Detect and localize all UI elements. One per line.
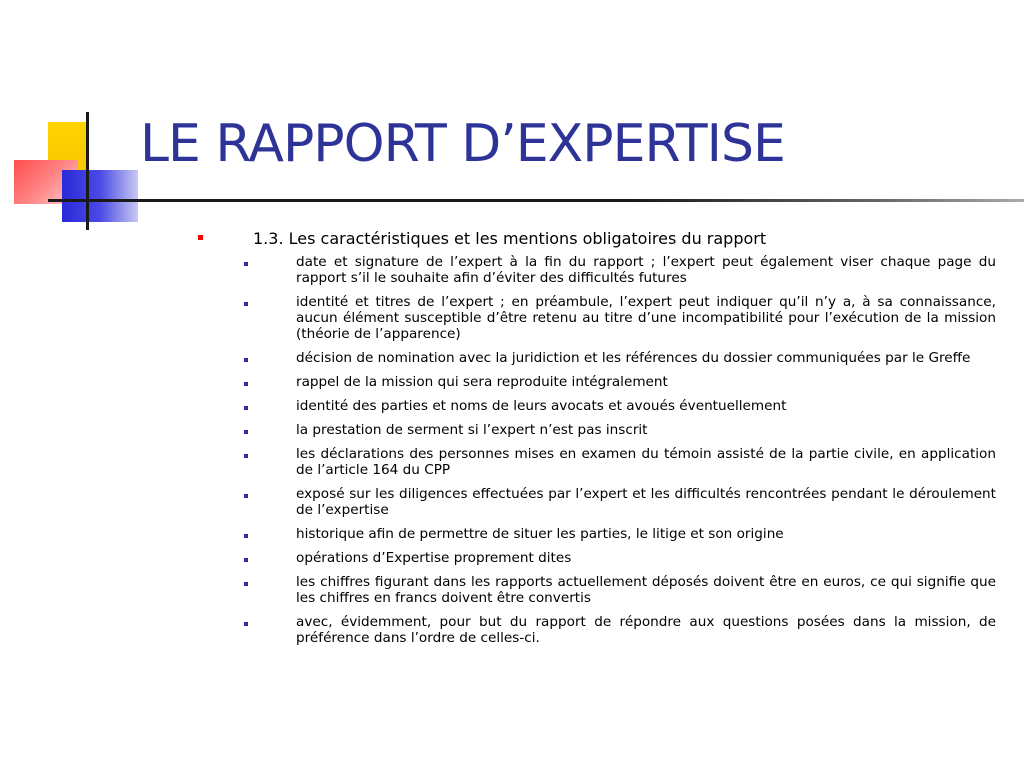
slide-logo-decoration bbox=[0, 0, 140, 230]
blue-square-bullet-icon bbox=[244, 558, 248, 562]
blue-square-bullet-icon bbox=[244, 494, 248, 498]
list-item bbox=[244, 486, 996, 518]
list-item-text: historique afin de permettre de situer les parties, le litige et son origine bbox=[296, 526, 784, 542]
list-item bbox=[244, 550, 996, 566]
list-item bbox=[244, 254, 996, 286]
list-item bbox=[244, 574, 996, 606]
list-item bbox=[244, 294, 996, 342]
blue-square-bullet-icon bbox=[244, 430, 248, 434]
list-item-text: les chiffres figurant dans les rapports actuellement déposés doivent être en euros, ce qui signifie que les chiffres en francs doivent être convertis bbox=[296, 574, 996, 606]
slide-title: LE RAPPORT D’EXPERTISE bbox=[140, 114, 785, 174]
logo-vertical-line bbox=[86, 112, 89, 230]
section-heading: 1.3. Les caractéristiques et les mentions obligatoires du rapport bbox=[253, 229, 767, 248]
blue-square-bullet-icon bbox=[244, 582, 248, 586]
list-item bbox=[244, 422, 996, 438]
list-item bbox=[244, 374, 996, 390]
list-item-text: date et signature de l’expert à la fin du rapport ; l’expert peut également viser chaque page du rapport s’il le souhaite afin d’éviter des difficultés futures bbox=[296, 254, 996, 286]
title-underline bbox=[48, 199, 1024, 202]
list-item-text: identité et titres de l’expert ; en préambule, l’expert peut indiquer qu’il n’y a, à sa connaissance, aucun élément susceptible d’être retenu au titre d’une incompatibilité pour l’exécution de la mission (théorie de l’apparence) bbox=[296, 294, 996, 342]
blue-square-bullet-icon bbox=[244, 622, 248, 626]
logo-blue-square bbox=[62, 170, 138, 222]
list-item-text: identité des parties et noms de leurs avocats et avoués éventuellement bbox=[296, 398, 787, 414]
blue-square-bullet-icon bbox=[244, 262, 248, 266]
list-item-text: la prestation de serment si l’expert n’est pas inscrit bbox=[296, 422, 648, 438]
list-item bbox=[244, 446, 996, 478]
slide-content bbox=[196, 229, 996, 654]
mentions-list bbox=[196, 254, 996, 646]
list-item bbox=[244, 526, 996, 542]
list-item-text: opérations d’Expertise proprement dites bbox=[296, 550, 572, 566]
list-item bbox=[244, 398, 996, 414]
list-item bbox=[244, 350, 996, 366]
list-item bbox=[244, 614, 996, 646]
blue-square-bullet-icon bbox=[244, 406, 248, 410]
list-item-text: décision de nomination avec la juridiction et les références du dossier communiquées par le Greffe bbox=[296, 350, 971, 366]
list-item-text: les déclarations des personnes mises en examen du témoin assisté de la partie civile, en application de l’article 164 du CPP bbox=[296, 446, 996, 478]
blue-square-bullet-icon bbox=[244, 454, 248, 458]
list-item-text: rappel de la mission qui sera reproduite intégralement bbox=[296, 374, 668, 390]
section-heading-item bbox=[196, 229, 996, 249]
red-square-bullet-icon bbox=[198, 235, 203, 240]
blue-square-bullet-icon bbox=[244, 302, 248, 306]
blue-square-bullet-icon bbox=[244, 382, 248, 386]
list-item-text: avec, évidemment, pour but du rapport de répondre aux questions posées dans la mission, de préférence dans l’ordre de celles-ci. bbox=[296, 614, 996, 646]
list-item-text: exposé sur les diligences effectuées par l’expert et les difficultés rencontrées pendant le déroulement de l’expertise bbox=[296, 486, 996, 518]
blue-square-bullet-icon bbox=[244, 358, 248, 362]
blue-square-bullet-icon bbox=[244, 534, 248, 538]
